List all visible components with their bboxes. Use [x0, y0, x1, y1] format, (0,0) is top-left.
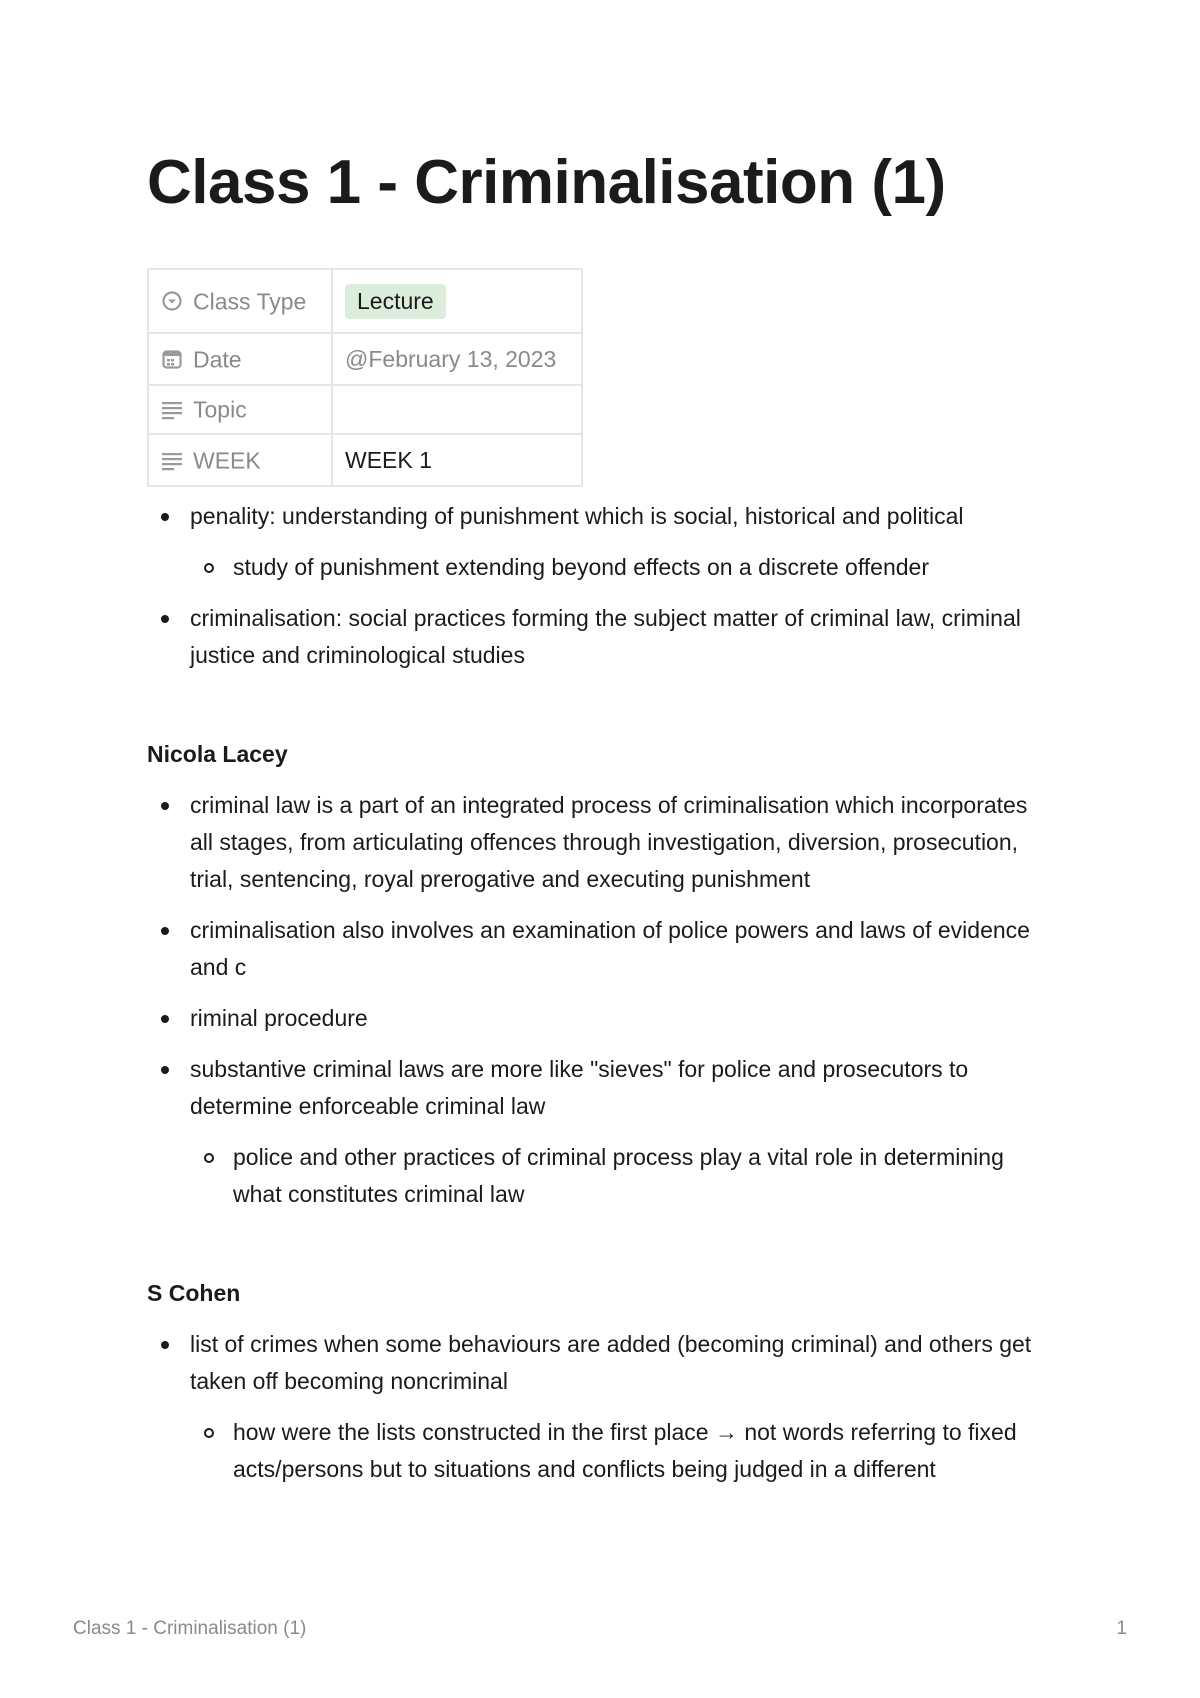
select-icon — [161, 290, 183, 312]
list-item: riminal procedure — [147, 1000, 1052, 1037]
list-item: criminalisation: social practices forming the subject matter of criminal law, criminal justice and criminological studies — [147, 600, 1052, 674]
sub-bullet-list — [190, 1414, 1052, 1488]
property-key: Topic — [148, 385, 332, 434]
property-row-topic — [148, 385, 582, 434]
page-number: 1 — [1116, 1618, 1127, 1639]
list-item: criminal law is a part of an integrated process of criminalisation which incorporates all stages, from articulating offences through investigation, diversion, prosecution, trial, sentencing, royal prerogative and executing punishment — [147, 787, 1052, 898]
property-value[interactable] — [332, 385, 582, 434]
property-value[interactable] — [332, 434, 582, 486]
property-row-class-type — [148, 269, 582, 333]
text-lines-icon — [161, 449, 183, 471]
class-type-tag[interactable]: Lecture — [345, 284, 446, 319]
list-item: study of punishment extending beyond effects on a discrete offender — [190, 549, 1052, 586]
list-item: criminalisation also involves an examination of police powers and laws of evidence and c — [147, 912, 1052, 986]
footer-title: Class 1 - Criminalisation (1) — [73, 1618, 307, 1639]
date-value[interactable]: @February 13, 2023 — [345, 345, 557, 372]
property-row-date — [148, 333, 582, 385]
intro-bullet-list — [147, 498, 1052, 674]
property-key: Date — [148, 333, 332, 385]
text-lines-icon — [161, 398, 183, 420]
list-item: list of crimes when some behaviours are added (becoming criminal) and others get taken off becoming noncriminal how were the lists constructed in the first place → not words referring to fixed acts/persons but to situations and conflicts being judged in a different — [147, 1326, 1052, 1488]
section-heading-lacey: Nicola Lacey — [147, 741, 288, 767]
list-item: substantive criminal laws are more like "sieves" for police and prosecutors to determine enforceable criminal law police and other practices of criminal process play a vital role in determining what constitutes criminal law — [147, 1051, 1052, 1213]
cohen-bullet-list — [147, 1326, 1052, 1488]
property-key: WEEK — [148, 434, 332, 486]
properties-table — [147, 268, 583, 487]
sub-bullet-list — [190, 549, 1052, 586]
page-title: Class 1 - Criminalisation (1) — [147, 148, 946, 217]
page-content — [147, 498, 1052, 1502]
page-footer — [73, 1618, 1127, 1640]
property-value[interactable] — [332, 333, 582, 385]
section-heading-cohen: S Cohen — [147, 1280, 241, 1306]
calendar-icon — [161, 348, 183, 370]
list-item: police and other practices of criminal process play a vital role in determining what constitutes criminal law — [190, 1139, 1052, 1213]
week-value[interactable]: WEEK 1 — [345, 446, 432, 473]
property-value[interactable] — [332, 269, 582, 333]
property-key: Class Type — [148, 269, 332, 333]
sub-bullet-list — [190, 1139, 1052, 1213]
lacey-bullet-list — [147, 787, 1052, 1213]
list-item: how were the lists constructed in the first place → not words referring to fixed acts/persons but to situations and conflicts being judged in a different — [190, 1414, 1052, 1488]
property-row-week — [148, 434, 582, 486]
list-item: penality: understanding of punishment which is social, historical and political study of punishment extending beyond effects on a discrete offender — [147, 498, 1052, 586]
